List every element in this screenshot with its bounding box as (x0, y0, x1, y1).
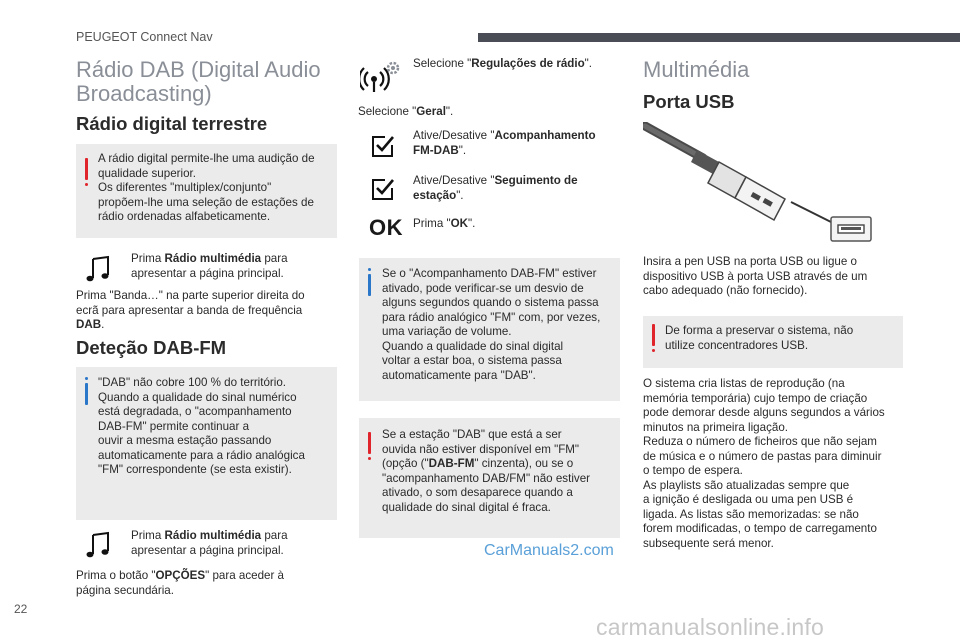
music-note-icon (86, 255, 112, 283)
section-title-multimedia: Multimédia (643, 57, 750, 82)
info-icon (368, 274, 371, 296)
press-ok-text: Prima "OK". (413, 217, 476, 230)
info-box-1 (76, 367, 337, 520)
select-radio-settings: Selecione "Regulações de rádio". (413, 57, 593, 70)
usb-port-icon (830, 216, 872, 242)
checkbox-icon (371, 134, 395, 158)
toggle-follow-fm-dab: Ative/Desative "Acompanhamento FM-DAB". (413, 129, 596, 157)
info-icon (85, 383, 88, 405)
warning-icon (85, 158, 88, 180)
toggle-station-follow: Ative/Desative "Seguimento de estação". (413, 174, 578, 202)
carmanuals-watermark[interactable]: CarManuals2.com (484, 542, 614, 559)
radio-settings-icon (360, 58, 406, 94)
running-header: PEUGEOT Connect Nav (76, 30, 213, 44)
subtitle-digital-radio: Rádio digital terrestre (76, 113, 268, 134)
ok-icon: OK (369, 215, 403, 240)
warning-text-3: De forma a preservar o sistema, não utilize concentradores USB. (665, 324, 854, 352)
warning-text-1: A rádio digital permite-lhe uma audição de qualidade superior. Os diferentes "multiplex/conjunto" propõem-lhe uma seleção de estações de rádio ordenadas alfabeticamente. (98, 152, 315, 223)
info-text-2: Se o "Acompanhamento DAB-FM" estiver ativado, pode verificar-se um desvio de alguns segundos quando o sistema passa para rádio analógico "FM" com, por vezes, uma variação de volume. Quando a qualidade do sinal digital voltar a estar boa, o sistema passa automaticamente para "DAB". (382, 267, 601, 382)
page-number: 22 (14, 602, 28, 616)
header-bar (478, 33, 960, 42)
press-multimedia-text-1: Prima Rádio multimédia para apresentar a página principal. (131, 252, 288, 280)
warning-box-2 (359, 418, 620, 538)
warning-box-1 (76, 144, 337, 238)
band-text: Prima "Banda…" na parte superior direita do ecrã para apresentar a banda de frequência DAB. (76, 289, 305, 331)
select-general: Selecione "Geral". (358, 105, 454, 118)
subtitle-dab-fm: Deteção DAB-FM (76, 337, 227, 358)
checkbox-icon (371, 177, 395, 201)
info-box-2 (359, 258, 620, 401)
warning-box-3 (643, 316, 903, 368)
section-title-dab: Rádio DAB (Digital Audio Broadcasting) (76, 57, 321, 106)
usb-insert-text: Insira a pen USB na porta USB ou ligue o dispositivo USB à porta USB através de um cabo adequado (não fornecido). (643, 255, 868, 297)
options-text: Prima o botão "OPÇÕES" para aceder à página secundária. (76, 569, 285, 597)
info-text-1: "DAB" não cobre 100 % do território. Quando a qualidade do sinal numérico está degradada, o "acompanhamento DAB-FM" permite continuar a ouvir a mesma estação passando automaticamente para a rádio analógica "FM" correspondente (se esta existir). (98, 376, 305, 476)
footer-watermark[interactable]: carmanualsonline.info (596, 614, 824, 640)
warning-text-2: Se a estação "DAB" que está a ser ouvida não estiver disponível em "FM" (opção ("DAB-FM" cinzenta), ou se o "acompanhamento DAB/FM" não estiver ativado, o som desaparece quando a qualidade do sinal digital é fraca. (382, 428, 590, 514)
press-multimedia-text-2: Prima Rádio multimédia para apresentar a página principal. (131, 529, 288, 557)
music-note-icon (86, 531, 112, 559)
playlist-text: O sistema cria listas de reprodução (na memória temporária) cujo tempo de criação pode demorar desde alguns segundos a vários minutos na primeira ligação. Reduza o número de ficheiros que não sejam de música e o número de pastas para diminuir o tempo de espera. As playlists são atualizadas sempre que a ignição é desligada ou uma pen USB é ligada. As listas são memorizadas: se não forem modificadas, o tempo de carregamento subsequente será menor. (643, 377, 885, 550)
subtitle-usb-port: Porta USB (643, 91, 735, 112)
warning-icon (368, 432, 371, 454)
warning-icon (652, 324, 655, 346)
